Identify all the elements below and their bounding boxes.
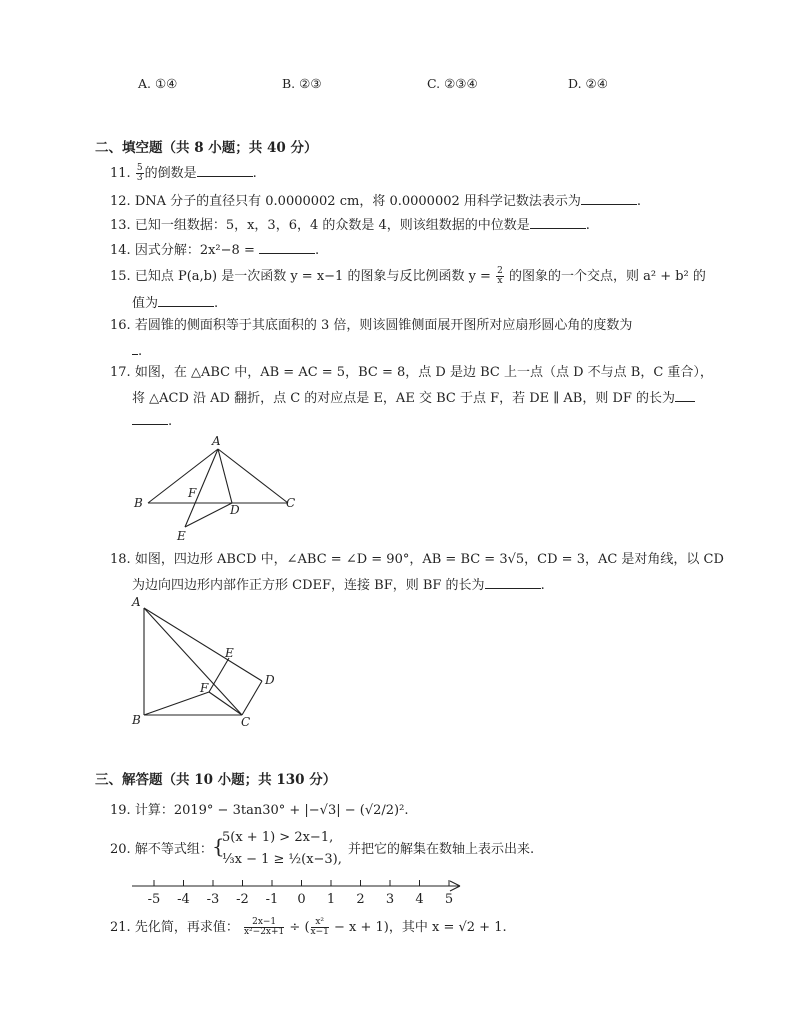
number-line-label: -4 xyxy=(177,892,190,907)
figure-18 xyxy=(124,594,284,730)
q12-end: . xyxy=(636,194,642,209)
option-d: D. ②④ xyxy=(568,76,608,91)
q21-rest: − x + 1)，其中 x = √2 + 1. xyxy=(334,920,507,935)
fig18-label-a: A xyxy=(132,595,141,609)
number-line xyxy=(130,876,470,908)
fig17-label-d: D xyxy=(230,503,240,517)
question-17-line2 xyxy=(132,389,695,407)
question-14 xyxy=(110,241,319,259)
q18-number: 18. xyxy=(110,552,131,567)
question-19 xyxy=(110,803,408,819)
option-b: B. ②③ xyxy=(282,76,322,91)
number-line-label: 1 xyxy=(326,892,336,907)
q11-frac-num: 5 xyxy=(136,163,143,173)
q14-end: . xyxy=(314,243,320,258)
question-21 xyxy=(110,918,507,937)
question-16-line2 xyxy=(132,342,142,360)
q16-end: . xyxy=(138,344,143,359)
q15-text1b: 的图象的一个交点，则 a² + b² 的 xyxy=(508,269,706,284)
question-15-line1 xyxy=(110,267,706,286)
q14-blank xyxy=(259,241,315,254)
q11-number: 11. xyxy=(110,166,131,181)
q15-number: 15. xyxy=(110,269,131,284)
q17-blank-a xyxy=(675,389,695,402)
number-line-label: 0 xyxy=(297,892,306,907)
question-17-line3 xyxy=(132,412,172,430)
q20-number: 20. xyxy=(110,842,131,857)
q19-text: 计算：2019° − 3tan30° + |−√3| − (√2/2)² xyxy=(134,803,405,818)
q13-text: 已知一组数据：5，x，3，6，4 的众数是 4，则该组数据的中位数是 xyxy=(134,218,530,233)
figure-17 xyxy=(128,432,308,544)
q12-number: 12. xyxy=(110,194,131,209)
q12-text: DNA 分子的直径只有 0.0000002 cm，将 0.0000002 用科学记数法表示为 xyxy=(134,194,581,209)
q15-text2: 值为 xyxy=(132,296,159,311)
q20-inequality-1: 5(x + 1) > 2x−1, xyxy=(222,830,334,845)
q21-lead: 先化简，再求值： xyxy=(134,920,239,935)
number-line-label: 3 xyxy=(385,892,395,907)
question-11 xyxy=(110,164,257,183)
q15-frac-num: 2 xyxy=(497,266,503,276)
question-12 xyxy=(110,192,641,210)
q15-blank xyxy=(158,294,214,307)
question-17-line1 xyxy=(110,365,713,381)
fig17-label-f: F xyxy=(188,486,197,500)
fig18-seg-fc xyxy=(209,692,242,715)
number-line-label: -1 xyxy=(265,892,279,907)
q20-tail: 并把它的解集在数轴上表示出来. xyxy=(348,842,535,857)
fig18-seg-ad xyxy=(144,608,262,681)
question-15-line2 xyxy=(132,294,218,312)
q19-end: . xyxy=(404,803,409,818)
q15-text1: 已知点 P(a,b) 是一次函数 y = x−1 的图象与反比例函数 y = xyxy=(134,269,491,284)
fig18-label-f: F xyxy=(200,681,209,695)
fig17-seg-ad xyxy=(218,449,232,503)
option-a: A. ①④ xyxy=(138,76,178,91)
q18-text2: 为边向四边形内部作正方形 CDEF，连接 BF，则 BF 的长为 xyxy=(132,578,485,593)
section3-title: 三、解答题（共 10 小题；共 130 分） xyxy=(95,772,337,788)
q21-fraction-2 xyxy=(311,918,329,937)
q18-blank xyxy=(485,576,541,589)
q15-fraction xyxy=(496,267,504,286)
fig18-seg-ef xyxy=(209,658,229,692)
fig18-seg-dc xyxy=(242,681,262,715)
number-line-label: 4 xyxy=(415,892,424,907)
q20-inequality-2: ⅓x − 1 ≥ ½(x−3), xyxy=(222,852,342,867)
q20-brace: { xyxy=(212,834,225,858)
fig18-label-b: B xyxy=(132,713,141,727)
q15-end: . xyxy=(214,296,219,311)
q16-text1: 若圆锥的侧面积等于其底面积的 3 倍，则该圆锥侧面展开图所对应扇形圆心角的度数为 xyxy=(134,318,633,333)
q11-end: . xyxy=(252,166,257,181)
fig17-label-b: B xyxy=(134,496,143,510)
fig18-label-d: D xyxy=(265,673,275,687)
fig17-label-e: E xyxy=(177,529,186,543)
q18-text1: 如图，四边形 ABCD 中，∠ABC = ∠D = 90°，AB = BC = 3√5，CD = 3，AC 是对角线，以 CD xyxy=(134,552,724,567)
number-line-label: -5 xyxy=(147,892,161,907)
fig17-label-a: A xyxy=(212,434,221,448)
q20-lead: 解不等式组： xyxy=(134,842,213,857)
q11-blank xyxy=(197,164,253,177)
q17-end: . xyxy=(168,414,173,429)
q17-text2: 将 △ACD 沿 AD 翻折，点 C 的对应点是 E，AE 交 BC 于点 F，若 DE ∥ AB，则 DF 的长为 xyxy=(132,391,676,406)
question-13 xyxy=(110,216,590,234)
q21-number: 21. xyxy=(110,920,131,935)
fig18-label-e: E xyxy=(225,646,234,660)
q21-frac2-num: x² xyxy=(311,918,329,928)
fig18-label-c: C xyxy=(241,715,251,729)
fig17-seg-ab xyxy=(148,449,218,503)
q11-fraction xyxy=(136,164,144,183)
q14-text: 因式分解：2x²−8 = xyxy=(134,243,255,258)
number-line-label: -3 xyxy=(206,892,220,907)
number-line-label: 5 xyxy=(444,892,454,907)
number-line-label: -2 xyxy=(236,892,249,907)
q21-frac1-num: 2x−1 xyxy=(244,918,284,928)
q17-number: 17. xyxy=(110,365,131,380)
q14-number: 14. xyxy=(110,243,131,258)
q11-text: 的倒数是 xyxy=(144,166,197,181)
fig17-seg-ed xyxy=(185,503,232,527)
fig17-seg-ac xyxy=(218,449,288,503)
q12-blank xyxy=(581,192,637,205)
q13-number: 13. xyxy=(110,218,131,233)
q11-frac-den: 3 xyxy=(136,173,143,183)
q19-number: 19. xyxy=(110,803,131,818)
q21-frac2-den: x−1 xyxy=(310,927,329,937)
question-18-line2 xyxy=(132,576,545,594)
question-20-lead xyxy=(110,842,213,858)
section2-title: 二、填空题（共 8 小题；共 40 分） xyxy=(95,140,318,156)
q17-blank-b xyxy=(132,412,168,425)
fig17-label-c: C xyxy=(286,496,296,510)
q15-frac-den: x xyxy=(497,276,503,286)
q18-end: . xyxy=(540,578,545,593)
q21-fraction-1 xyxy=(244,918,284,937)
q13-blank xyxy=(530,216,586,229)
q21-mid: ÷ ( xyxy=(289,920,310,935)
question-18-line1 xyxy=(110,552,724,568)
question-16-line1 xyxy=(110,318,632,334)
option-c: C. ②③④ xyxy=(427,76,478,91)
fig18-seg-bf xyxy=(144,692,209,715)
q13-end: . xyxy=(585,218,590,233)
q16-number: 16. xyxy=(110,318,131,333)
number-line-label: 2 xyxy=(356,892,365,907)
q21-frac1-den: x²−2x+1 xyxy=(243,927,285,937)
q17-text1: 如图，在 △ABC 中，AB = AC = 5，BC = 8，点 D 是边 BC 上一点（点 D 不与点 B，C 重合）， xyxy=(134,365,713,380)
